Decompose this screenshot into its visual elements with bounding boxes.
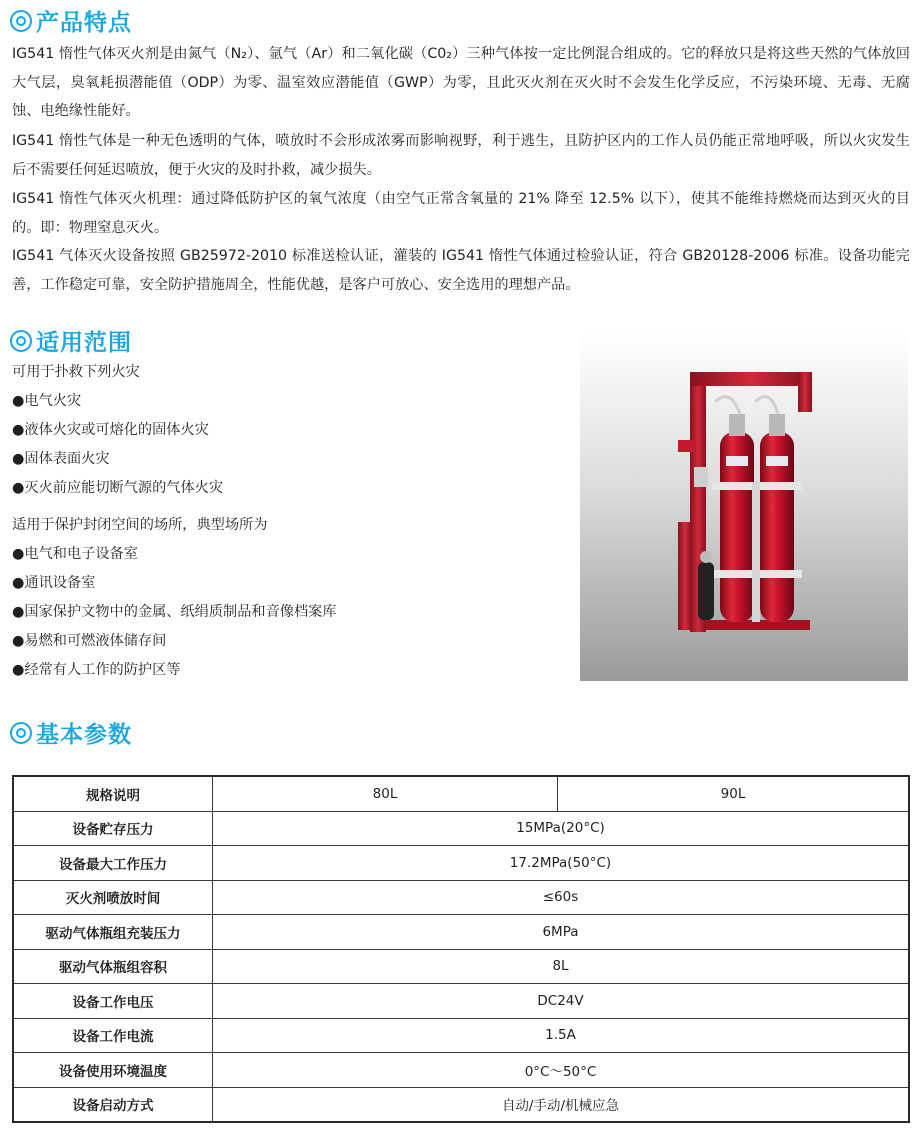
section-title-text: 产品特点 xyxy=(36,10,132,36)
row-value: 6MPa xyxy=(213,915,910,950)
section-title-text: 基本参数 xyxy=(36,722,132,748)
row-label: 驱动气体瓶组充装压力 xyxy=(13,915,213,950)
row-label: 设备使用环境温度 xyxy=(13,1053,213,1088)
list-item: ●经常有人工作的防护区等 xyxy=(12,662,181,678)
row-label: 设备启动方式 xyxy=(13,1087,213,1122)
row-value: 0°C～50°C xyxy=(213,1053,910,1088)
scope-intro-places: 适用于保护封闭空间的场所，典型场所为 xyxy=(12,517,268,533)
feature-paragraph-3: IG541 惰性气体灭火机理：通过降低防护区的氧气浓度（由空气正常含氧量的 21% 降至 12.5% 以下），使其不能维持燃烧而达到灭火的目的。即：物理窒息灭火。 xyxy=(12,191,910,236)
header-col-90l: 90L xyxy=(558,776,910,811)
section-title-text: 适用范围 xyxy=(36,330,132,356)
row-value: 自动/手动/机械应急 xyxy=(213,1087,910,1122)
table-row xyxy=(13,846,909,881)
table-row xyxy=(13,1087,909,1122)
list-item: ●电气和电子设备室 xyxy=(12,546,138,562)
row-label: 设备最大工作压力 xyxy=(13,846,213,881)
parameters-table xyxy=(12,775,910,1123)
feature-paragraph-1: IG541 惰性气体灭火剂是由氮气（N₂）、氩气（Ar）和二氧化碳（C0₂）三种气体按一定比例混合组成的。它的释放只是将这些天然的气体放回大气层，臭氧耗损潜能值（ODP）为零、温室效应潜能值（GWP）为零，且此灭火剂在灭火时不会发生化学反应，不污染环境、无毒、无腐蚀、电绝缘性能好。 xyxy=(12,46,910,119)
list-item: ●液体火灾或可熔化的固体火灾 xyxy=(12,422,209,438)
product-photo xyxy=(580,332,908,681)
row-label: 设备贮存压力 xyxy=(13,811,213,846)
table-row xyxy=(13,984,909,1019)
section-title-features xyxy=(10,4,132,37)
table-row xyxy=(13,1018,909,1053)
row-value: 1.5A xyxy=(213,1018,910,1053)
section-title-scope xyxy=(10,324,132,357)
row-label: 设备工作电压 xyxy=(13,984,213,1019)
scope-intro-fires: 可用于扑救下列火灾 xyxy=(12,364,140,380)
table-row xyxy=(13,880,909,915)
row-label: 灭火剂喷放时间 xyxy=(13,880,213,915)
row-value: 8L xyxy=(213,949,910,984)
feature-paragraph-2: IG541 惰性气体是一种无色透明的气体，喷放时不会形成浓雾而影响视野，利于逃生，且防护区内的工作人员仍能正常地呼吸，所以火灾发生后不需要任何延迟喷放，便于火灾的及时扑救，减少损失。 xyxy=(12,133,910,178)
table-row xyxy=(13,949,909,984)
row-value: ≤60s xyxy=(213,880,910,915)
scope-list xyxy=(12,358,337,685)
row-label: 设备工作电流 xyxy=(13,1018,213,1053)
section-title-params xyxy=(10,716,132,749)
list-item: ●易燃和可燃液体储存间 xyxy=(12,633,167,649)
table-row xyxy=(13,811,909,846)
row-value: 15MPa(20°C) xyxy=(213,811,910,846)
table-row xyxy=(13,915,909,950)
gas-cylinder-rack-image xyxy=(580,332,908,681)
table-header-row xyxy=(13,776,909,811)
list-item: ●国家保护文物中的金属、纸绢质制品和音像档案库 xyxy=(12,604,337,620)
target-circle-icon xyxy=(10,722,32,744)
header-col-80l: 80L xyxy=(213,776,558,811)
row-value: DC24V xyxy=(213,984,910,1019)
header-label: 规格说明 xyxy=(13,776,213,811)
target-circle-icon xyxy=(10,10,32,32)
table-row xyxy=(13,1053,909,1088)
row-value: 17.2MPa(50°C) xyxy=(213,846,910,881)
feature-paragraph-4: IG541 气体灭火设备按照 GB25972-2010 标准送检认证，灌装的 IG541 惰性气体通过检验认证，符合 GB20128-2006 标准。设备功能完善，工作稳定可靠，安全防护措施周全，性能优越，是客户可放心、安全选用的理想产品。 xyxy=(12,248,910,293)
list-item: ●通讯设备室 xyxy=(12,575,96,591)
list-item: ●固体表面火灾 xyxy=(12,451,110,467)
list-item: ●灭火前应能切断气源的气体火灾 xyxy=(12,480,224,496)
row-label: 驱动气体瓶组容积 xyxy=(13,949,213,984)
target-circle-icon xyxy=(10,330,32,352)
list-item: ●电气火灾 xyxy=(12,393,82,409)
